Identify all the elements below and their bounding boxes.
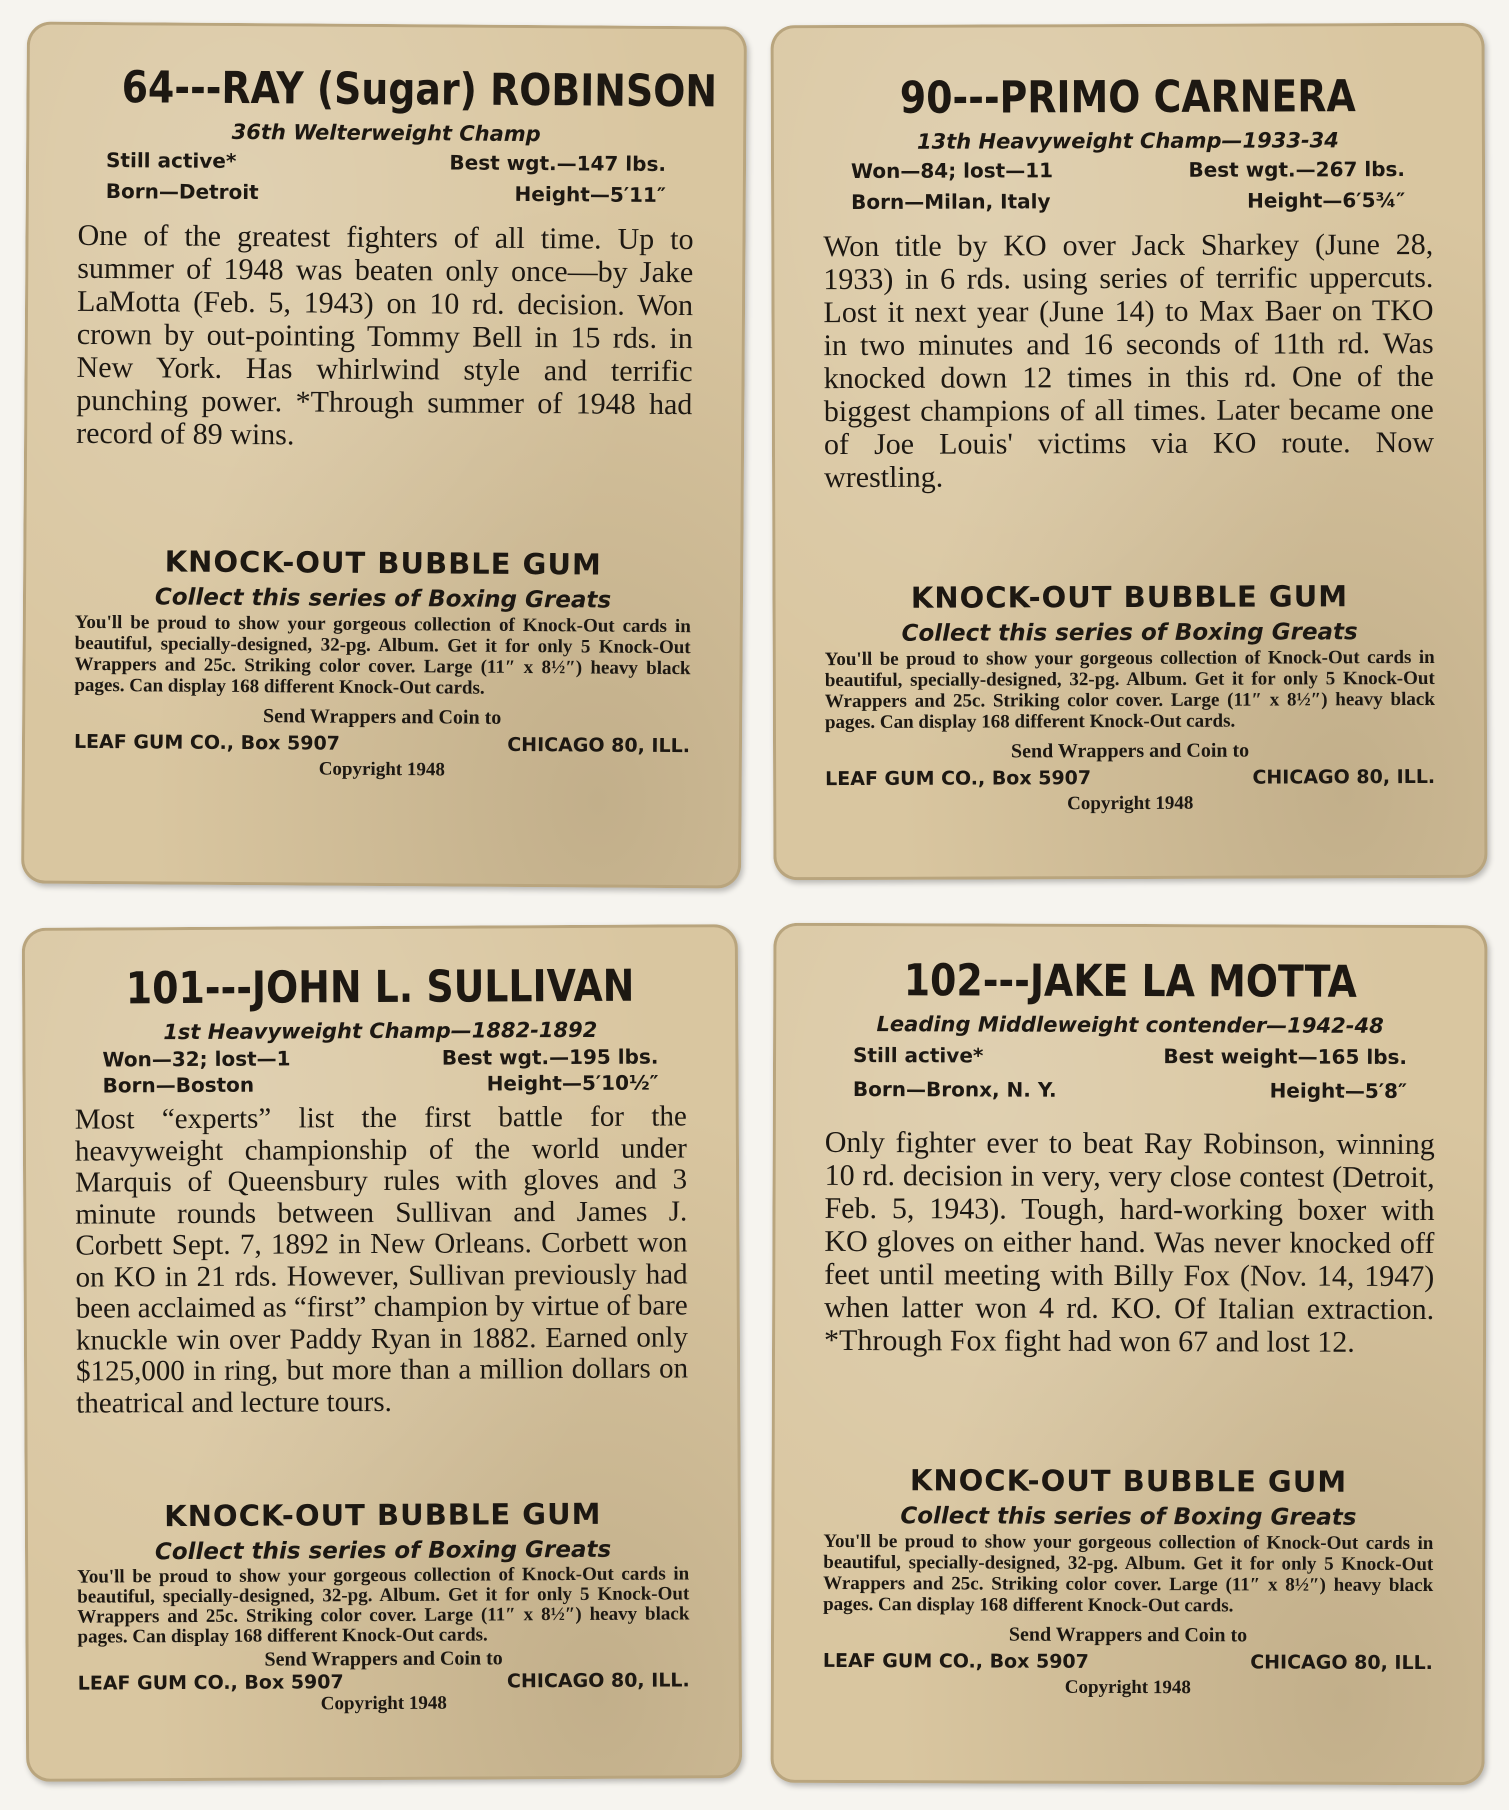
stat-left: Won—84; lost—11: [850, 158, 1054, 183]
stat-right: Best wgt.—147 lbs.: [449, 150, 667, 176]
stat-left: Still active*: [105, 148, 237, 173]
card-jake-la-motta: [771, 923, 1488, 1785]
address-left: LEAF GUM CO., Box 5907: [825, 767, 1092, 791]
address-row: [78, 1669, 690, 1694]
card-subtitle: 1st Heavyweight Champ—1882-1892: [163, 1017, 598, 1045]
stat-row: [825, 1038, 1435, 1074]
brand-heading: KNOCK-OUT BUBBLE GUM: [164, 1496, 602, 1534]
stat-row: [823, 154, 1433, 187]
address-right: CHICAGO 80, ILL.: [1252, 765, 1436, 789]
copyright: Copyright 1948: [1064, 1676, 1191, 1699]
promo-heading: Collect this series of Boxing Greats: [154, 1536, 612, 1566]
card-subtitle: 36th Welterweight Champ: [231, 119, 541, 147]
address-row: [825, 766, 1435, 790]
card-john-l-sullivan: [22, 924, 742, 1782]
stat-left: Born—Boston: [102, 1072, 255, 1098]
stat-left: Born—Milan, Italy: [851, 189, 1051, 214]
card-ray-robinson: [21, 21, 747, 888]
promo-text: You'll be proud to show your gorgeous collection of Knock-Out cards in beautiful, specially-designed, 32-pg. Album. Get it for only 5 Knock-Out Wrappers and 25c. Striking color cover. Large (11″ x 8½″) heavy black pages. Can display 168 different Knock-Out cards.: [74, 611, 691, 699]
stat-row: [78, 145, 694, 180]
brand-heading: KNOCK-OUT BUBBLE GUM: [909, 1463, 1348, 1499]
stat-right: Height—5′10½″: [486, 1070, 659, 1096]
card-title: 64---RAY (Sugar) ROBINSON: [121, 62, 718, 118]
stat-left: Born—Bronx, N. Y.: [852, 1077, 1057, 1102]
card-title: 101---JOHN L. SULLIVAN: [125, 960, 635, 1015]
card-subtitle: Leading Middleweight contender—1942-48: [876, 1012, 1384, 1038]
address-left: LEAF GUM CO., Box 5907: [77, 1671, 344, 1695]
stat-right: Best wgt.—195 lbs.: [441, 1044, 659, 1070]
stat-right: Height—5′8″: [1269, 1078, 1407, 1103]
send-line: Send Wrappers and Coin to: [1008, 1623, 1248, 1647]
address-right: CHICAGO 80, ILL.: [507, 733, 691, 758]
stat-row: [825, 1072, 1435, 1108]
stat-right: Height—6′5¾″: [1247, 188, 1406, 213]
brand-heading: KNOCK-OUT BUBBLE GUM: [164, 544, 602, 582]
promo-heading: Collect this series of Boxing Greats: [900, 1503, 1357, 1531]
address-row: [74, 731, 690, 757]
address-row: [823, 1650, 1433, 1674]
card-subtitle: 13th Heavyweight Champ—1933-34: [916, 128, 1339, 154]
stat-left: Born—Detroit: [105, 179, 259, 205]
brand-heading: KNOCK-OUT BUBBLE GUM: [910, 579, 1349, 615]
card-body: Most “experts” list the first battle for the heavyweight championship of the world under Marquis of Queensbury rules with gloves and 3 minute rounds between Sullivan and James J. Corbett Sept. 7, 1892 in New Orleans. Corbett won on KO in 21 rds. However, Sullivan previously had been acclaimed as “first” champion by virtue of bare knuckle win over Paddy Ryan in 1882. Earned only $125,000 in ring, but more than a million dollars on theatrical and lecture tours.: [74, 1100, 689, 1420]
promo-heading: Collect this series of Boxing Greats: [154, 584, 612, 614]
address-left: LEAF GUM CO., Box 5907: [73, 730, 341, 755]
card-title: 90---PRIMO CARNERA: [899, 71, 1356, 124]
promo-text: You'll be proud to show your gorgeous collection of Knock-Out cards in beautiful, specially-designed, 32-pg. Album. Get it for only 5 Knock-Out Wrappers and 25c. Striking color cover. Large (11″ x 8½″) heavy black pages. Can display 168 different Knock-Out cards.: [824, 646, 1435, 734]
copyright: Copyright 1948: [318, 758, 445, 781]
address-right: CHICAGO 80, ILL.: [1250, 1651, 1433, 1675]
stat-row: [823, 185, 1433, 218]
send-line: Send Wrappers and Coin to: [1010, 739, 1250, 763]
copyright: Copyright 1948: [1067, 792, 1194, 815]
card-body: Only fighter ever to beat Ray Robinson, winning 10 rd. decision in very, very close contest (Detroit, Feb. 5, 1943). Tough, hard-working boxer with KO gloves on either hand. Was never knocked off feet until meeting with Billy Fox (Nov. 14, 1947) when latter won 4 rd. KO. Of Italian extraction. *Through Fox fight had won 67 and lost 12.: [823, 1125, 1435, 1359]
send-line: Send Wrappers and Coin to: [264, 1647, 503, 1671]
stat-right: Best wgt.—267 lbs.: [1188, 157, 1406, 182]
card-body: Won title by KO over Jack Sharkey (June 28, 1933) in 6 rds. using series of terrific uppercuts. Lost it next year (June 14) to Max Baer on TKO in two minutes and 16 seconds of 11th rd. Was knocked down 12 times in this rd. One of the biggest champions of all times. Later became one of Joe Louis' victims via KO route. Now wrestling.: [823, 227, 1435, 495]
promo-text: You'll be proud to show your gorgeous collection of Knock-Out cards in beautiful, specially-designed, 32-pg. Album. Get it for only 5 Knock-Out Wrappers and 25c. Striking color cover. Large (11″ x 8½″) heavy black pages. Can display 168 different Knock-Out cards.: [77, 1563, 690, 1648]
stat-right: Height—5′11″: [514, 181, 666, 207]
stat-row: [75, 1069, 687, 1098]
stat-row: [78, 176, 694, 211]
stat-left: Still active*: [853, 1043, 984, 1068]
address-right: CHICAGO 80, ILL.: [506, 1669, 690, 1693]
promo-heading: Collect this series of Boxing Greats: [901, 619, 1358, 647]
promo-text: You'll be proud to show your gorgeous collection of Knock-Out cards in beautiful, specially-designed, 32-pg. Album. Get it for only 5 Knock-Out Wrappers and 25c. Striking color cover. Large (11″ x 8½″) heavy black pages. Can display 168 different Knock-Out cards.: [823, 1530, 1434, 1617]
stat-row: [74, 1043, 686, 1072]
card-body: One of the greatest fighters of all time. Up to summer of 1948 was beaten only once—by Jake LaMotta (Feb. 5, 1943) on 10 rd. decision. Won crown by out-pointing Tommy Bell in 15 rds. in New York. Has whirlwind style and terrific punching power. *Through summer of 1948 had record of 89 wins.: [76, 218, 694, 452]
copyright: Copyright 1948: [320, 1692, 447, 1715]
card-primo-carnera: [771, 23, 1488, 880]
send-line: Send Wrappers and Coin to: [262, 705, 502, 729]
address-left: LEAF GUM CO., Box 5907: [822, 1649, 1089, 1673]
card-title: 102---JAKE LA MOTTA: [903, 955, 1357, 1008]
stat-right: Best weight—165 lbs.: [1163, 1044, 1408, 1069]
stat-left: Won—32; lost—1: [102, 1046, 291, 1072]
